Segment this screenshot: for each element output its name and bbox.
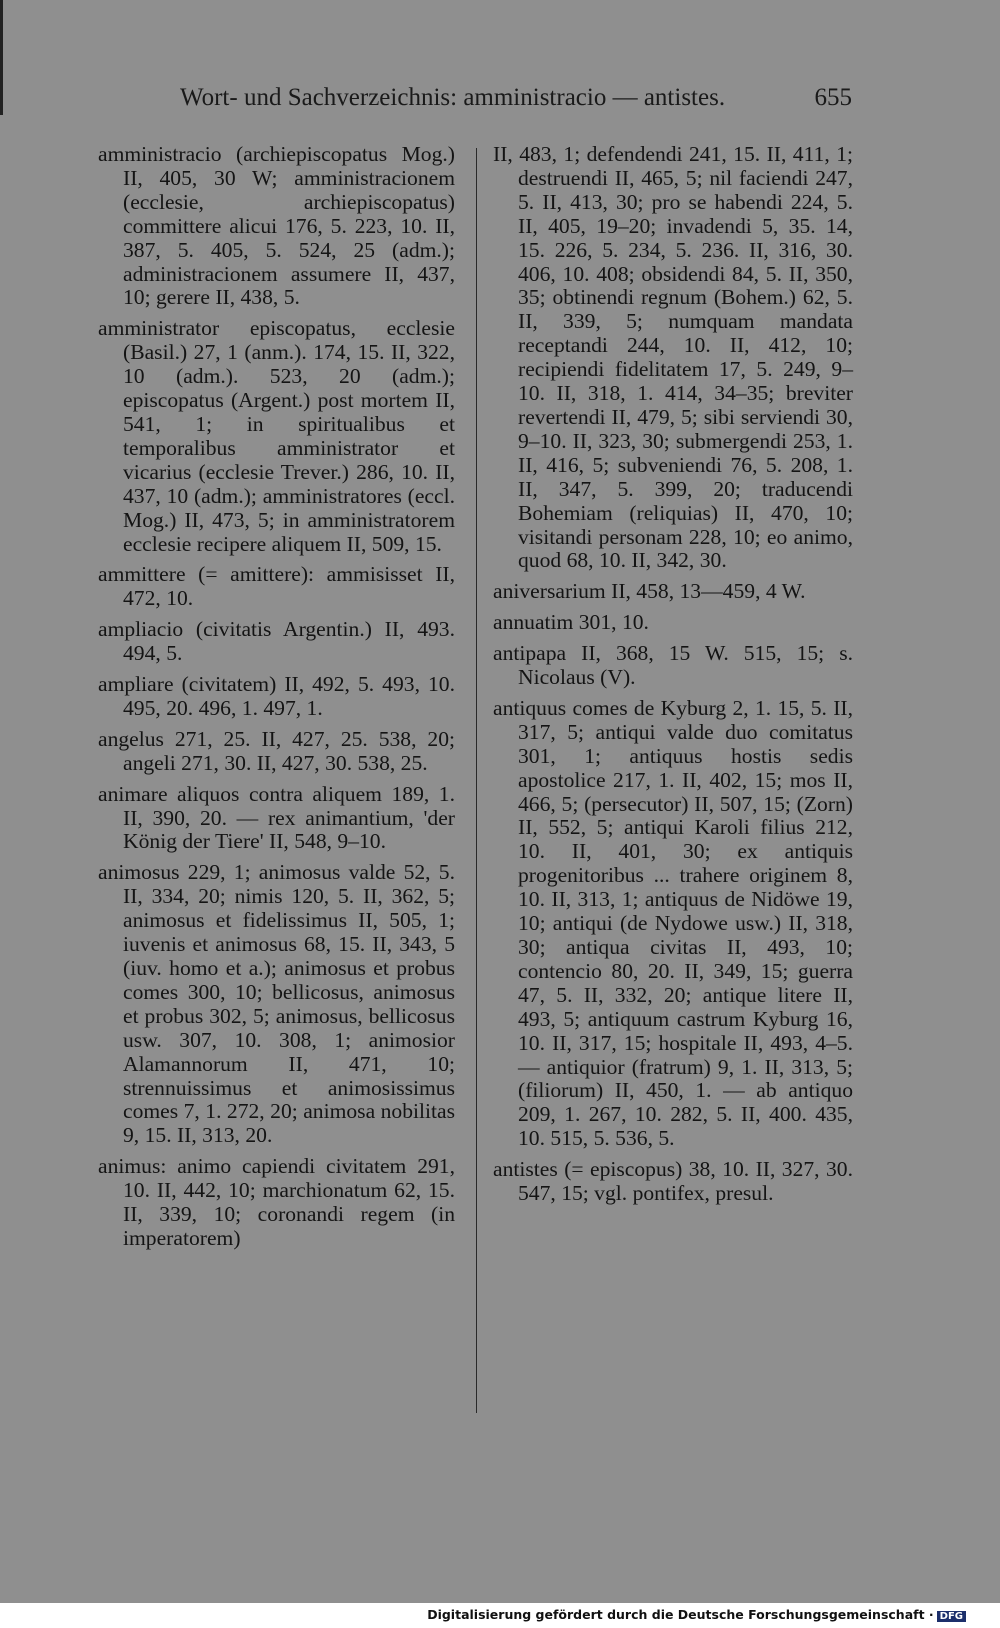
index-entry: ampliacio (civitatis Argentin.) II, 493. 494, 5. bbox=[98, 617, 455, 666]
index-entry: amministracio (archiepiscopatus Mog.) II, 405, 30 W; amministracionem (ecclesie, archiepiscopatus) committere alicui 176, 5. 223, 10. II, 387, 5. 405, 5. 524, 25 (adm.); administracionem assumere II, 437, 10; gerere II, 438, 5. bbox=[98, 142, 455, 310]
index-entry: annuatim 301, 10. bbox=[493, 610, 649, 635]
index-entry: antistes (= episcopus) 38, 10. II, 327, 30. 547, 15; vgl. pontifex, presul. bbox=[493, 1157, 853, 1206]
footer-text: Digitalisierung gefördert durch die Deutsche Forschungsgemeinschaft · bbox=[427, 1607, 934, 1622]
index-entry: angelus 271, 25. II, 427, 25. 538, 20; angeli 271, 30. II, 427, 30. 538, 25. bbox=[98, 726, 455, 775]
dfg-logo: DFG bbox=[937, 1611, 966, 1622]
index-entry: aniversarium II, 458, 13—459, 4 W. bbox=[493, 579, 806, 604]
page-edge-line bbox=[0, 0, 3, 115]
index-entry: animare aliquos contra aliquem 189, 1. II, 390, 20. — rex animantium, 'der König der Tiere' II, 548, 9–10. bbox=[98, 781, 455, 854]
column-divider bbox=[476, 148, 477, 1413]
header-title: Wort- und Sachverzeichnis: amministracio — antistes. bbox=[180, 84, 726, 111]
left-column bbox=[98, 143, 455, 1258]
index-entry: antiquus comes de Kyburg 2, 1. 15, 5. II, 317, 5; antiqui valde duo comitatus 301, 1; antiquus hostis sedis apostolice 217, 1. II, 402, 15; mos II, 466, 5; (persecutor) II, 507, 15; (Zorn) II, 552, 5; antiqui Karoli filius 212, 10. II, 401, 30; ex antiquis progenitoribus ... trahere originem 8, 10. II, 313, 1; antiquus de Nidöwe 19, 10; antiqui (de Nydowe usw.) II, 318, 30; antiqua civitas II, 493, 10; contencio 80, 20. II, 349, 15; guerra 47, 5. II, 332, 20; antique litere II, 493, 5; antiquum castrum Kyburg 16, 10. II, 317, 15; hospitale II, 493, 4–5. — antiquior (fratrum) 9, 1. II, 313, 5; (filiorum) II, 450, 1. — ab antiquo 209, 1. 267, 10. 282, 5. II, 400. 435, 10. 515, 5. 536, 5. bbox=[493, 695, 853, 1151]
right-column bbox=[493, 143, 853, 1213]
index-entry: ampliare (civitatem) II, 492, 5. 493, 10. 495, 20. 496, 1. 497, 1. bbox=[98, 672, 455, 720]
page-number: 655 bbox=[814, 84, 852, 111]
index-entry: II, 483, 1; defendendi 241, 15. II, 411, 1; destruendi II, 465, 5; nil faciendi 247, 5. II, 413, 30; pro se habendi 224, 5. II, 405, 19–20; invadendi 5, 35. 14, 15. 226, 5. 234, 5. 236. II, 316, 30. 406, 10. 408; obsidendi 84, 5. II, 350, 35; obtinendi regnum (Bohem.) 62, 5. II, 339, 5; numquam mandata receptandi 244, 10. II, 412, 10; recipiendi fidelitatem 17, 5. 249, 9–10. II, 318, 1. 414, 34–35; breviter revertendi II, 479, 5; sibi serviendi 30, 9–10. II, 323, 30; submergendi 253, 1. II, 416, 5; subveniendi 76, 5. 208, 1. II, 347, 5. 399, 20; traducendi Bohemiam (reliquias) II, 470, 10; visitandi personam 228, 10; eo animo, quod 68, 10. II, 342, 30. bbox=[493, 142, 853, 573]
funding-footer bbox=[427, 1607, 966, 1622]
index-entry: animosus 229, 1; animosus valde 52, 5. II, 334, 20; nimis 120, 5. II, 362, 5; animosus et fidelissimus II, 505, 1; iuvenis et animosus 68, 15. II, 343, 5 (iuv. homo et a.); animosus et probus comes 300, 10; bellicosus, animosus et probus 302, 5; animosus, bellicosus usw. 307, 10. 308, 1; animosior Alamannorum II, 471, 10; strennuissimus et animosissimus comes 7, 1. 272, 20; animosa nobilitas 9, 15. II, 313, 20. bbox=[98, 860, 455, 1148]
index-entry: antipapa II, 368, 15 W. 515, 15; s. Nicolaus (V). bbox=[493, 641, 853, 690]
index-entry: animus: animo capiendi civitatem 291, 10. II, 442, 10; marchionatum 62, 15. II, 339, 10; coronandi regem (in imperatorem) bbox=[98, 1154, 455, 1250]
index-entry: amministrator episcopatus, ecclesie (Basil.) 27, 1 (anm.). 174, 15. II, 322, 10 (adm.). 523, 20 (adm.); episcopatus (Argent.) post mortem II, 541, 1; in spiritualibus et temporalibus amministrator et vicarius (ecclesie Trever.) 286, 10. II, 437, 10 (adm.); amministratores (eccl. Mog.) II, 473, 5; in amministratorem ecclesie recipere aliquem II, 509, 15. bbox=[98, 316, 455, 556]
index-entry: ammittere (= amittere): ammisisset II, 472, 10. bbox=[98, 562, 455, 611]
